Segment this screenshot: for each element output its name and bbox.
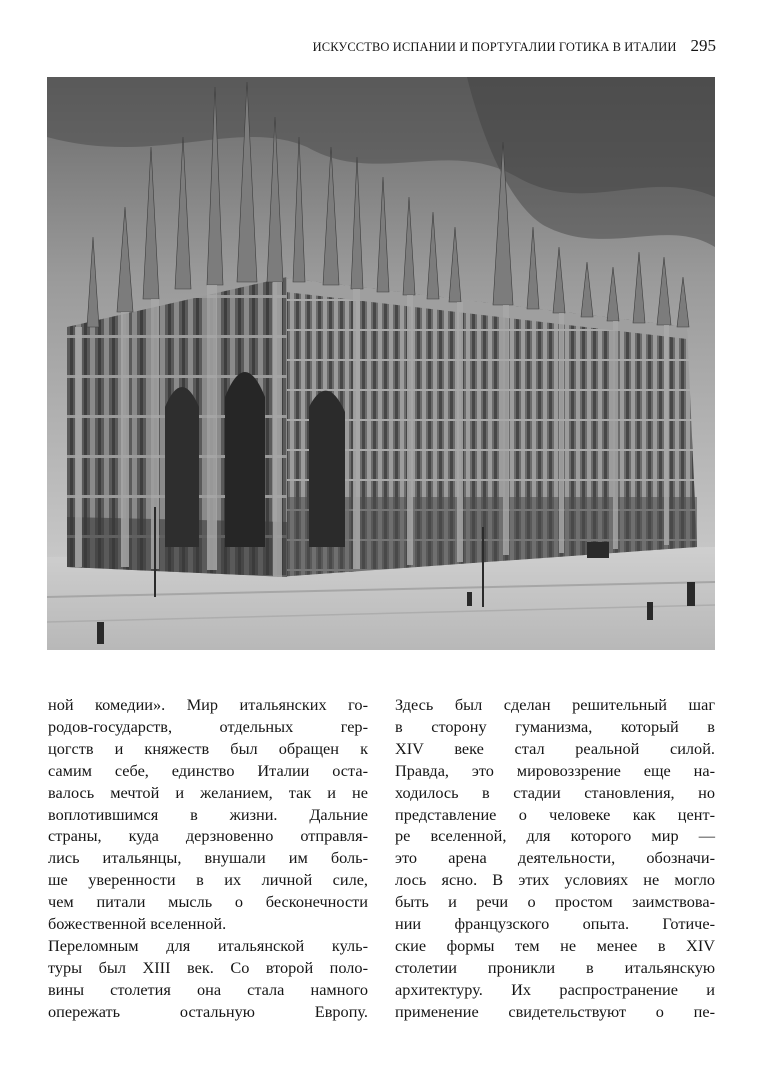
text-line: божественной вселенной. xyxy=(48,914,227,934)
text-line: лись итальянцы, внушали им боль- xyxy=(48,848,368,868)
text-line: Правда, это мировоззрение еще на- xyxy=(395,760,715,780)
text-line: страны, куда дерзновенно отправля- xyxy=(48,826,368,846)
text-line: это арена деятельности, обозначи- xyxy=(395,848,715,868)
text-line: ходилось в стадии становления, но xyxy=(395,782,715,802)
text-line: чем питали мысль о бесконечности xyxy=(48,892,368,912)
text-column-right xyxy=(395,694,715,1023)
text-line: родов-государств, отдельных гер- xyxy=(48,716,368,736)
text-line: ше уверенности в их личной силе, xyxy=(48,870,368,890)
text-line: быть и речи о простом заимствова- xyxy=(395,892,715,912)
text-line: валось мечтой и желанием, так и не xyxy=(48,782,368,802)
text-line: в сторону гуманизма, который в xyxy=(395,716,715,736)
text-line: вины столетия она стала намного xyxy=(48,979,368,999)
running-header xyxy=(46,36,716,56)
cathedral-photo xyxy=(47,77,715,650)
text-line: ре вселенной, для которого мир — xyxy=(395,826,715,846)
text-line: самим себе, единство Италии оста- xyxy=(48,760,368,780)
text-line: архитектуру. Их распространение и xyxy=(395,979,715,999)
text-line: столетии проникли в итальянскую xyxy=(395,957,715,977)
text-line: Переломным для итальянской куль- xyxy=(48,935,368,955)
text-line: лось ясно. В этих условиях не могло xyxy=(395,870,715,890)
text-line: представление о человеке как цент- xyxy=(395,804,715,824)
text-line: нии французского опыта. Готиче- xyxy=(395,914,715,934)
text-line: воплотившимся в жизни. Дальние xyxy=(48,804,368,824)
text-line: XIV веке стал реальной силой. xyxy=(395,738,715,758)
text-line: ские формы тем не менее в XIV xyxy=(395,935,715,955)
text-line: Здесь был сделан решительный шаг xyxy=(395,695,715,714)
text-line: ной комедии». Мир итальянских го- xyxy=(48,695,368,714)
text-line: туры был XIII век. Со второй поло- xyxy=(48,957,368,977)
page-number: 295 xyxy=(690,36,716,55)
text-line: применение свидетельствуют о пе- xyxy=(395,1001,715,1021)
text-column-left xyxy=(48,694,368,1023)
running-title: ИСКУССТВО ИСПАНИИ И ПОРТУГАЛИИ ГОТИКА В ИТАЛИИ xyxy=(312,40,677,54)
text-line: цогств и княжеств был обращен к xyxy=(48,738,368,758)
text-line: опережать остальную Европу. xyxy=(48,1001,368,1021)
